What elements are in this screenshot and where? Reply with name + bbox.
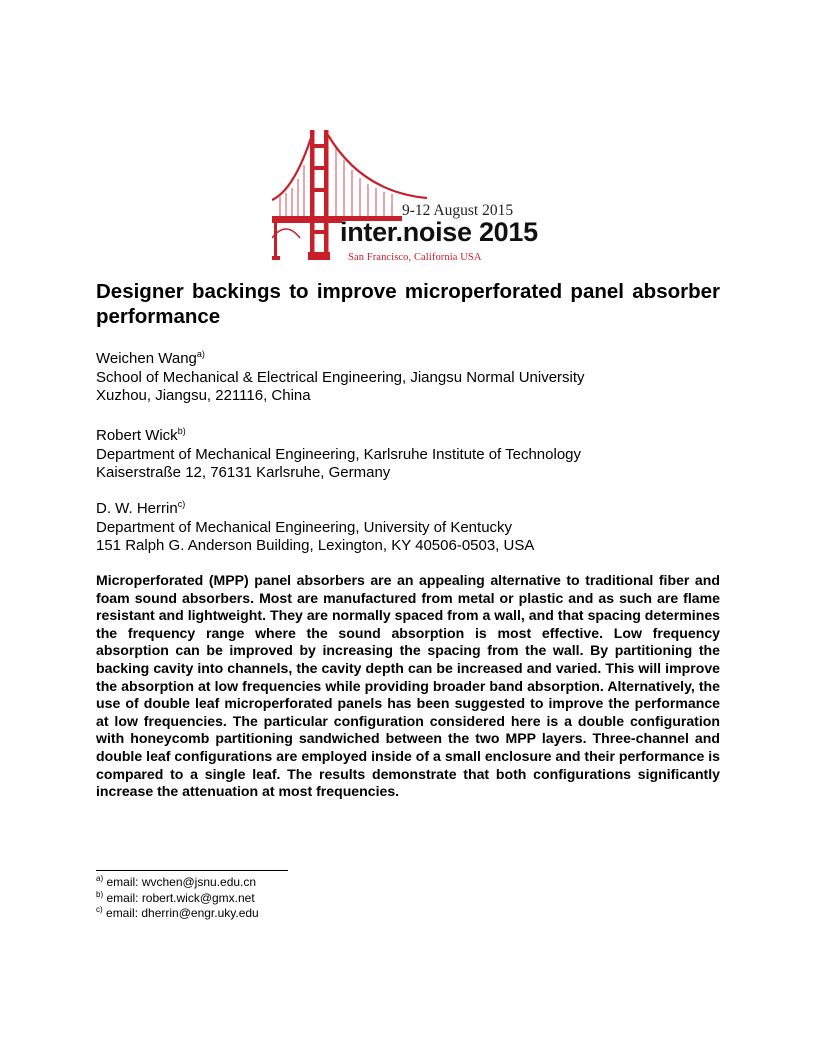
author-affiliation: School of Mechanical & Electrical Engineering, Jiangsu Normal University xyxy=(96,368,585,386)
conference-location: San Francisco, California USA xyxy=(348,252,482,263)
author-address: Kaiserstraße 12, 76131 Karlsruhe, Germany xyxy=(96,464,391,481)
footnotes xyxy=(96,875,259,922)
footnote xyxy=(96,875,259,891)
author-affiliation: Department of Mechanical Engineering, Karlsruhe Institute of Technology xyxy=(96,445,582,463)
author-block xyxy=(96,427,736,483)
footnote-mark: b) xyxy=(96,889,104,899)
footnote xyxy=(96,906,259,922)
footnote-email: email: dherrin@engr.uky.edu xyxy=(106,906,259,920)
author-name: D. W. Herrin xyxy=(96,500,178,517)
author-affiliation: Department of Mechanical Engineering, University of Kentucky xyxy=(96,518,513,536)
paper-title: Designer backings to improve microperforated panel absorber performance xyxy=(96,280,720,328)
footnote-email: email: robert.wick@gmx.net xyxy=(106,890,255,905)
conference-name: inter.noise 2015 xyxy=(340,217,538,247)
author-address: Xuzhou, Jiangsu, 221116, China xyxy=(96,387,311,404)
conference-date: 9-12 August 2015 xyxy=(402,202,514,219)
author-name: Robert Wick xyxy=(96,427,178,444)
footnote-mark: a) xyxy=(96,874,104,883)
author-name: Weichen Wang xyxy=(96,350,197,367)
footnote-email: email: wvchen@jsnu.edu.cn xyxy=(106,875,257,889)
author-mark: a) xyxy=(196,349,205,359)
footnote-divider xyxy=(96,870,288,871)
author-address: 151 Ralph G. Anderson Building, Lexington, KY 40506-0503, USA xyxy=(96,537,535,554)
author-mark: b) xyxy=(177,426,186,436)
footnote xyxy=(96,891,259,907)
author-block xyxy=(96,350,736,406)
conference-logo xyxy=(272,130,548,266)
author-mark: c) xyxy=(177,499,186,509)
abstract: Microperforated (MPP) panel absorbers are an appealing alternative to traditional fiber and foam sound absorbers. Most are manufactured from metal or plastic and as such are flame resistant and lightweight. They are normally spaced from a wall, and that spacing determines the frequency range where the sound absorption is most effective. Low frequency absorption can be improved by increasing the spacing from the wall. By partitioning the backing cavity into channels, the cavity depth can be increased and varied. This will improve the absorption at low frequencies while providing broader band absorption. Alternatively, the use of double leaf microperforated panels has been suggested to improve the performance at low frequencies. The particular configuration considered here is a double configuration with honeycomb partitioning sandwiched between the two MPP layers. Three-channel and double leaf configurations are employed inside of a small enclosure and their performance is compared to a single leaf. The results demonstrate that both configurations significantly increase the attenuation at most frequencies. xyxy=(96,572,720,800)
author-block xyxy=(96,500,736,556)
footnote-mark: c) xyxy=(96,905,103,914)
